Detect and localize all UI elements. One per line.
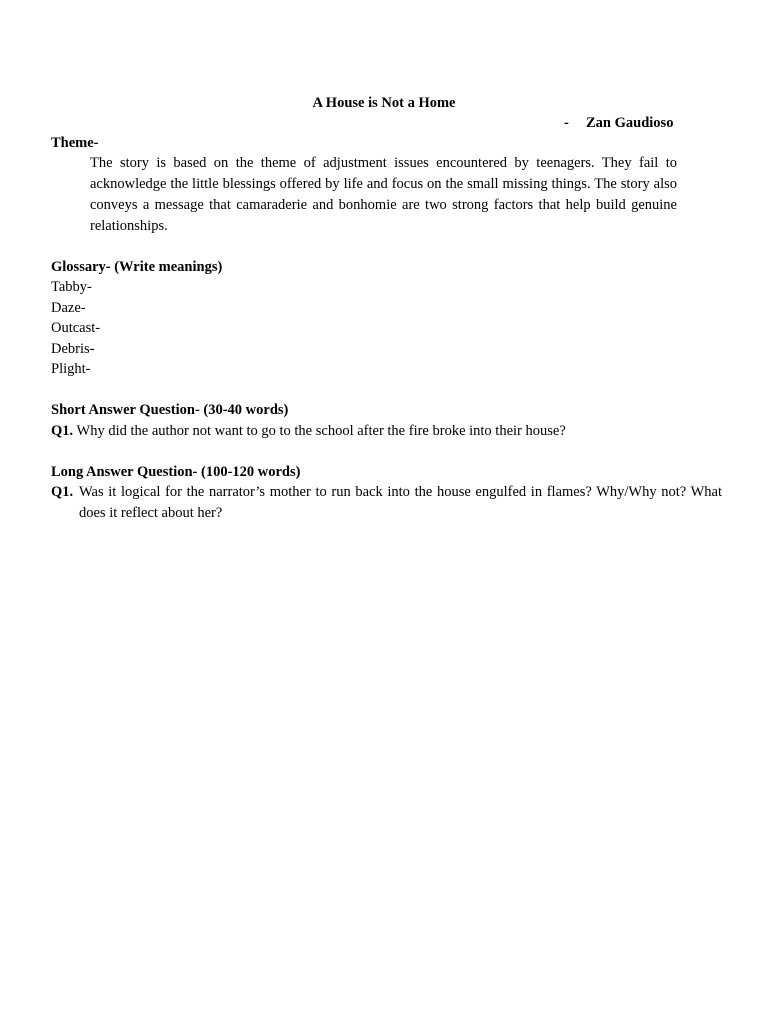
author-dash: -: [564, 115, 569, 131]
glossary-heading: Glossary- (Write meanings): [51, 259, 223, 275]
theme-paragraph: The story is based on the theme of adjustment issues encountered by teenagers. They fail to acknowledge the little blessings offered by life and focus on the small missing things. The story also conveys a message that camaraderie and bonhomie are two strong factors that help build genuine relationships.: [90, 155, 677, 234]
glossary-item: Outcast-: [51, 320, 101, 336]
glossary-item: Tabby-: [51, 279, 92, 295]
theme-heading: Theme-: [51, 135, 99, 151]
glossary-item: Plight-: [51, 361, 91, 377]
author-line: [564, 113, 673, 133]
short-answer-heading: Short Answer Question- (30-40 words): [51, 402, 289, 418]
glossary-item: Debris-: [51, 340, 95, 357]
question-number: Q1.: [51, 484, 74, 500]
question-text: Why did the author not want to go to the school after the fire broke into their house?: [76, 423, 566, 439]
short-answer-question: [51, 421, 566, 441]
glossary-item: Daze-: [51, 299, 86, 316]
glossary-list: [51, 277, 100, 380]
author-name: Zan Gaudioso: [586, 115, 674, 131]
question-text: Was it logical for the narrator’s mother to run back into the house engulfed in flames? Why/Why not? What does it reflect about her?: [79, 484, 722, 521]
long-answer-heading: Long Answer Question- (100-120 words): [51, 464, 301, 480]
question-number: Q1.: [51, 423, 74, 439]
document-title: A House is Not a Home: [312, 95, 456, 111]
long-answer-question: [51, 482, 722, 524]
